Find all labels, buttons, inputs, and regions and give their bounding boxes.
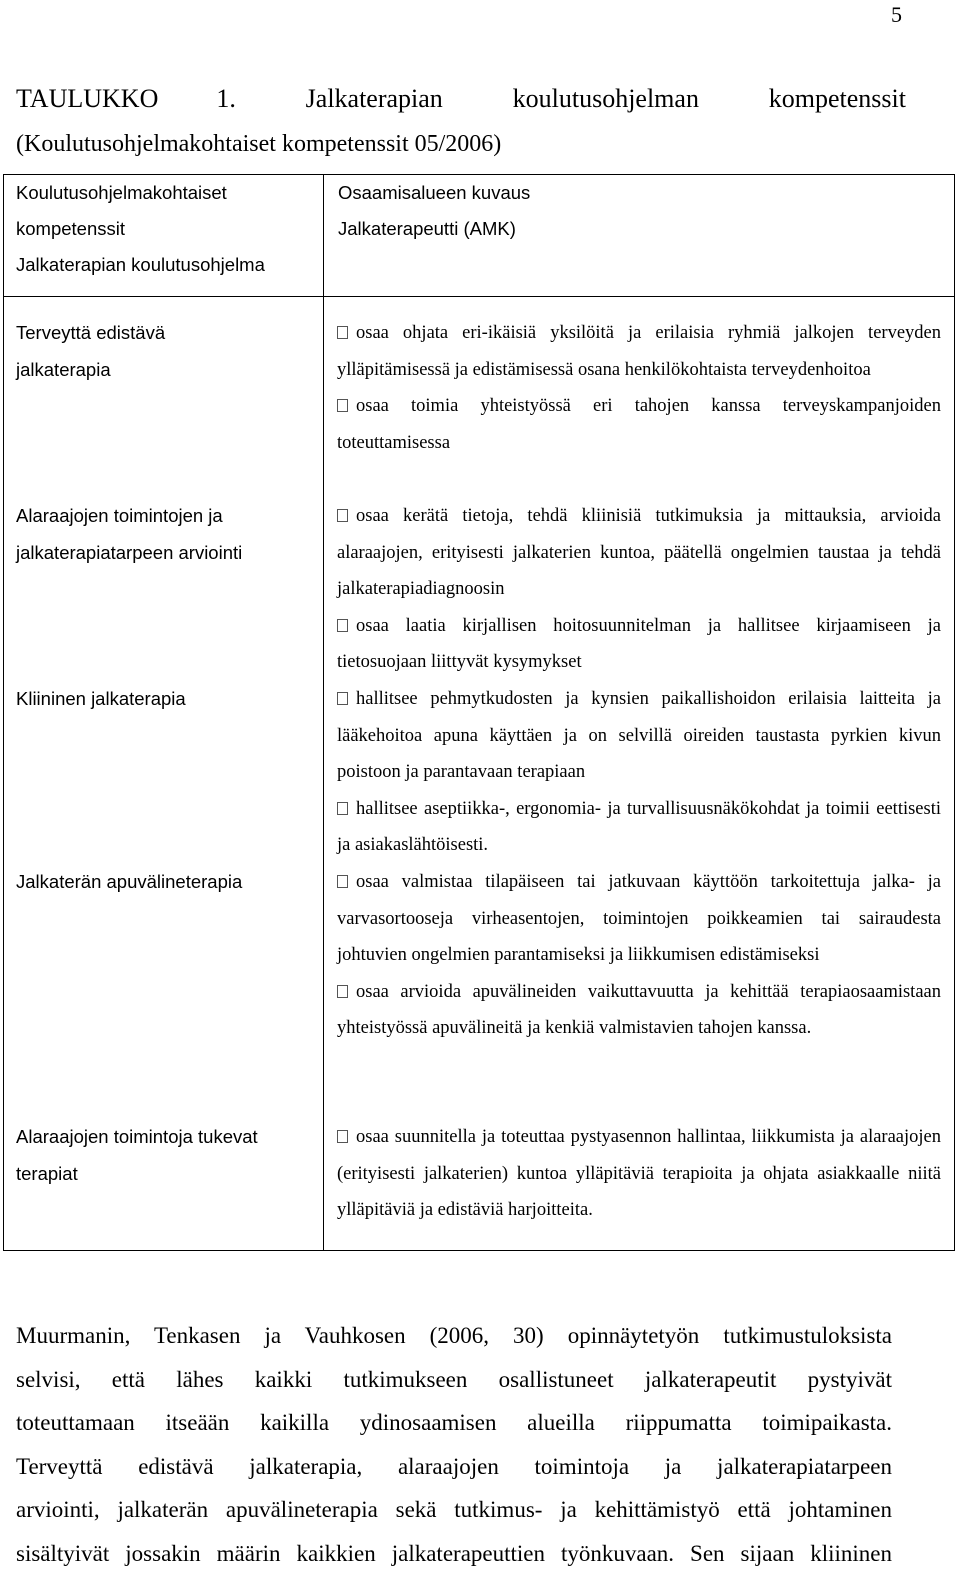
list-item — [337, 681, 941, 791]
category-line: jalkaterapia — [16, 358, 111, 380]
category-cell — [16, 315, 165, 388]
category-cell — [16, 1119, 258, 1192]
header-left-line-1: Koulutusohjelmakohtaiset — [16, 182, 227, 203]
list-item-text: osaa suunnitella ja toteuttaa pystyasennon hallintaa, liikkumista ja alaraajojen (erityisesti jalkaterien) kuntoa ylläpitäviä terapioita ja ohjata asiakkaalle niitä ylläpitäviä ja edistäviä harjoitteita. — [337, 1127, 941, 1220]
list-item-text: osaa valmistaa tilapäiseen tai jatkuvaan käyttöön tarkoitettuja jalka- ja varvasortooseja virheasentojen, toimintojen poikkeamien tai sairaudesta johtuvien ongelmien parantamiseksi ja liikkumisen edistämiseksi — [337, 872, 941, 965]
bullet-icon — [337, 875, 348, 888]
list-item-text: osaa arvioida apuvälineiden vaikuttavuutta ja kehittää terapiaosaamistaan yhteistyössä apuvälineitä ja kenkiä valmistavien tahojen kanssa. — [337, 981, 941, 1038]
header-right-line-2: Jalkaterapeutti (AMK) — [338, 218, 516, 239]
bullet-icon — [337, 619, 348, 632]
header-divider — [4, 296, 954, 297]
caption-number: 1. — [216, 84, 236, 113]
paragraph-line: Terveyttä edistävä jalkaterapia, alaraajojen toimintoja ja jalkaterapiatarpeen — [16, 1453, 892, 1479]
category-line: Alaraajojen toimintoja tukevat — [16, 1126, 258, 1147]
list-item-text: osaa laatia kirjallisen hoitosuunnitelman ja hallitsee kirjaamiseen ja tietosuojaan liittyvät kysymykset — [337, 615, 941, 672]
list-item — [337, 388, 941, 461]
page-number: 5 — [891, 2, 902, 27]
list-item — [337, 1119, 941, 1229]
bullet-icon — [337, 326, 348, 339]
list-item-text: osaa ohjata eri-ikäisiä yksilöitä ja erilaisia ryhmiä jalkojen terveyden ylläpitämisessä ja edistämisessä osana henkilökohtaista terveydenhoitoa — [337, 323, 941, 380]
description-cell — [337, 864, 941, 1047]
category-cell — [16, 498, 242, 571]
header-right-line-1: Osaamisalueen kuvaus — [338, 182, 531, 203]
caption-word-1: Jalkaterapian — [305, 84, 443, 113]
caption-label: TAULUKKO — [16, 84, 159, 113]
header-left-cell — [16, 175, 265, 283]
list-item — [337, 608, 941, 681]
list-item — [337, 498, 941, 608]
paragraph-line: arviointi, jalkaterän apuvälineterapia sekä tutkimus- ja kehittämistyö että johtaminen — [16, 1497, 892, 1523]
description-cell — [337, 315, 941, 461]
header-left-line-3: Jalkaterapian koulutusohjelma — [16, 254, 265, 275]
list-item — [337, 974, 941, 1047]
list-item-text: osaa toimia yhteistyössä eri tahojen kanssa terveyskampanjoiden toteuttamisessa — [337, 396, 941, 453]
bullet-icon — [337, 1130, 348, 1143]
bullet-icon — [337, 692, 348, 705]
column-divider — [323, 175, 324, 1250]
category-line: Jalkaterän apuvälineterapia — [16, 871, 243, 892]
bullet-icon — [337, 399, 348, 412]
bullet-icon — [337, 985, 348, 998]
list-item-text: hallitsee aseptiikka-, ergonomia- ja turvallisuusnäkökohdat ja toimii eettisesti ja asiakaslähtöisesti. — [337, 798, 941, 855]
list-item — [337, 315, 941, 388]
description-cell — [337, 681, 941, 864]
category-line: Alaraajojen toimintojen ja — [16, 505, 223, 526]
caption-word-2: koulutusohjelman — [512, 84, 699, 113]
bullet-icon — [337, 802, 348, 815]
list-item-text: hallitsee pehmytkudosten ja kynsien paikallishoidon erilaisia laitteita ja lääkehoitoa apuna käyttäen ja on selvillä oireiden taustasta pyrkien kivun poistoon ja parantavaan terapiaan — [337, 689, 941, 782]
description-cell — [337, 498, 941, 681]
competence-table — [3, 174, 955, 1251]
paragraph-line: selvisi, että lähes kaikki tutkimukseen osallistuneet jalkaterapeutit pystyivät — [16, 1366, 892, 1392]
category-cell — [16, 681, 186, 718]
paragraph-line: Muurmanin, Tenkasen ja Vauhkosen (2006, 30) opinnäytetyön tutkimustuloksista — [16, 1323, 892, 1348]
bullet-icon — [337, 509, 348, 522]
description-cell — [337, 1119, 941, 1229]
list-item — [337, 791, 941, 864]
header-left-line-2: kompetenssit — [16, 218, 125, 239]
category-line: terapiat — [16, 1162, 78, 1184]
list-item-text: osaa kerätä tietoja, tehdä kliinisiä tutkimuksia ja mittauksia, arvioida alaraajojen, erityisesti jalkaterien kuntoa, päätellä ongelmien taustaa ja tehdä jalkaterapiadiagnoosin — [337, 506, 941, 599]
table-caption — [16, 84, 906, 114]
category-cell — [16, 864, 242, 901]
body-paragraph — [16, 1314, 892, 1576]
list-item — [337, 864, 941, 974]
category-line: Kliininen jalkaterapia — [16, 688, 186, 709]
category-line: jalkaterapiatarpeen arviointi — [16, 541, 243, 563]
paragraph-line: sisältyivät jossakin määrin kaikkien jalkaterapeuttien työnkuvaan. Sen sijaan kliininen — [16, 1540, 892, 1566]
paragraph-line: toteuttamaan itseään kaikilla ydinosaamisen alueilla riippumatta toimipaikasta. — [16, 1410, 892, 1436]
table-subtitle: (Koulutusohjelmakohtaiset kompetenssit 05/2006) — [16, 131, 502, 157]
caption-word-3: kompetenssit — [768, 84, 906, 113]
header-right-cell — [338, 175, 530, 247]
category-line: Terveyttä edistävä — [16, 322, 166, 343]
